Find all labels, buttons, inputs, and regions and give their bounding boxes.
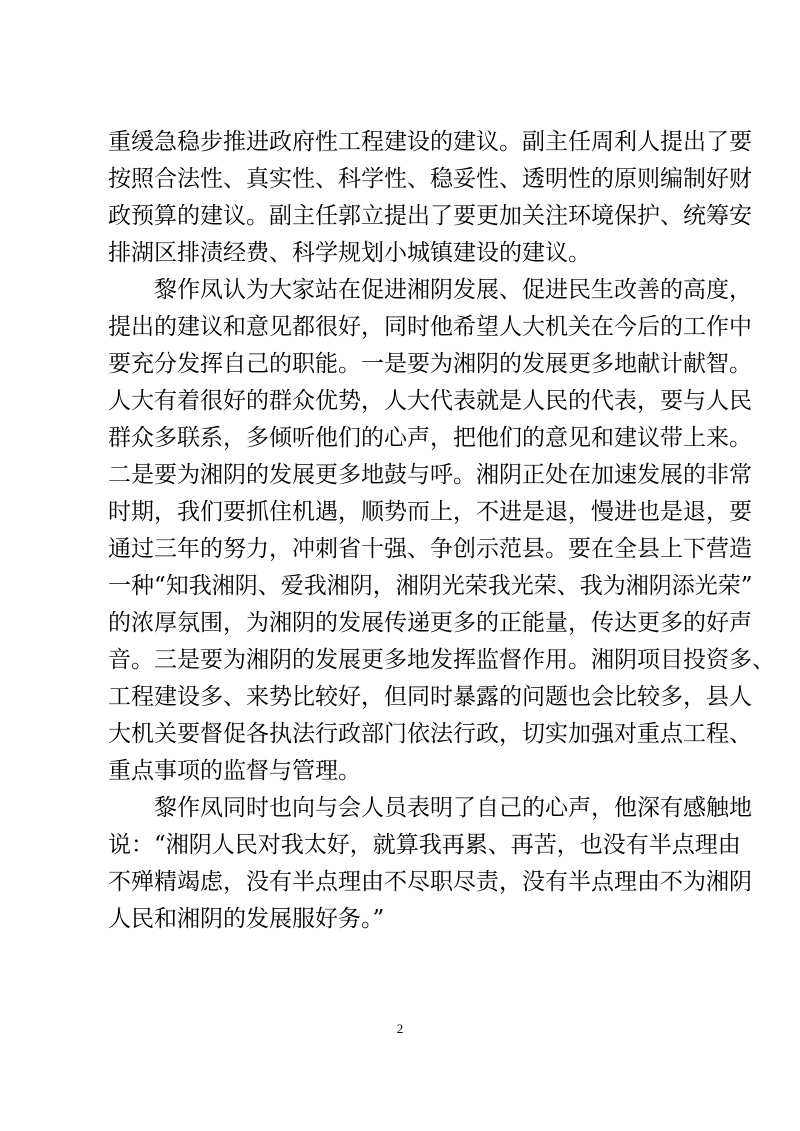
text-line: 黎作凤认为大家站在促进湘阴发展、促进民生改善的高度， [154, 277, 752, 303]
document-body [108, 124, 775, 938]
text-line: 政预算的建议。副主任郭立提出了要更加关注环境保护、统筹安 [108, 203, 752, 229]
text-line: 说：“湘阴人民对我太好，就算我再累、再苦，也没有半点理由 [108, 832, 741, 858]
text-line: 时期，我们要抓住机遇，顺势而上，不进是退，慢进也是退，要 [108, 499, 752, 525]
text-line: 的浓厚氛围，为湘阴的发展传递更多的正能量，传达更多的好声 [108, 610, 752, 636]
text-line: 排湖区排渍经费、科学规划小城镇建设的建议。 [108, 240, 591, 266]
text-line: 通过三年的努力，冲刺省十强、争创示范县。要在全县上下营造 [108, 536, 752, 562]
page-number: 2 [396, 1021, 404, 1036]
text-line: 人大有着很好的群众优势，人大代表就是人民的代表，要与人民 [108, 388, 752, 414]
text-line: 重缓急稳步推进政府性工程建设的建议。副主任周利人提出了要 [108, 129, 752, 155]
text-line: 一种“知我湘阴、爱我湘阴，湘阴光荣我光荣、我为湘阴添光荣” [108, 573, 753, 599]
text-line: 要充分发挥自己的职能。一是要为湘阴的发展更多地献计献智。 [108, 351, 752, 377]
text-line: 提出的建议和意见都很好，同时他希望人大机关在今后的工作中 [108, 314, 752, 340]
text-line: 黎作凤同时也向与会人员表明了自己的心声，他深有感触地 [154, 795, 752, 821]
text-line: 按照合法性、真实性、科学性、稳妥性、透明性的原则编制好财 [108, 166, 752, 192]
text-line: 音。三是要为湘阴的发展更多地发挥监督作用。湘阴项目投资多、 [108, 647, 775, 673]
text-line: 不殚精竭虑，没有半点理由不尽职尽责，没有半点理由不为湘阴 [108, 869, 752, 895]
text-line: 二是要为湘阴的发展更多地鼓与呼。湘阴正处在加速发展的非常 [108, 462, 752, 488]
text-line: 大机关要督促各执法行政部门依法行政，切实加强对重点工程、 [108, 721, 752, 747]
text-line: 人民和湘阴的发展服好务。” [108, 906, 385, 932]
text-line: 重点事项的监督与管理。 [108, 758, 361, 784]
text-line: 群众多联系，多倾听他们的心声，把他们的意见和建议带上来。 [108, 425, 752, 451]
text-line: 工程建设多、来势比较好，但同时暴露的问题也会比较多，县人 [108, 684, 752, 710]
